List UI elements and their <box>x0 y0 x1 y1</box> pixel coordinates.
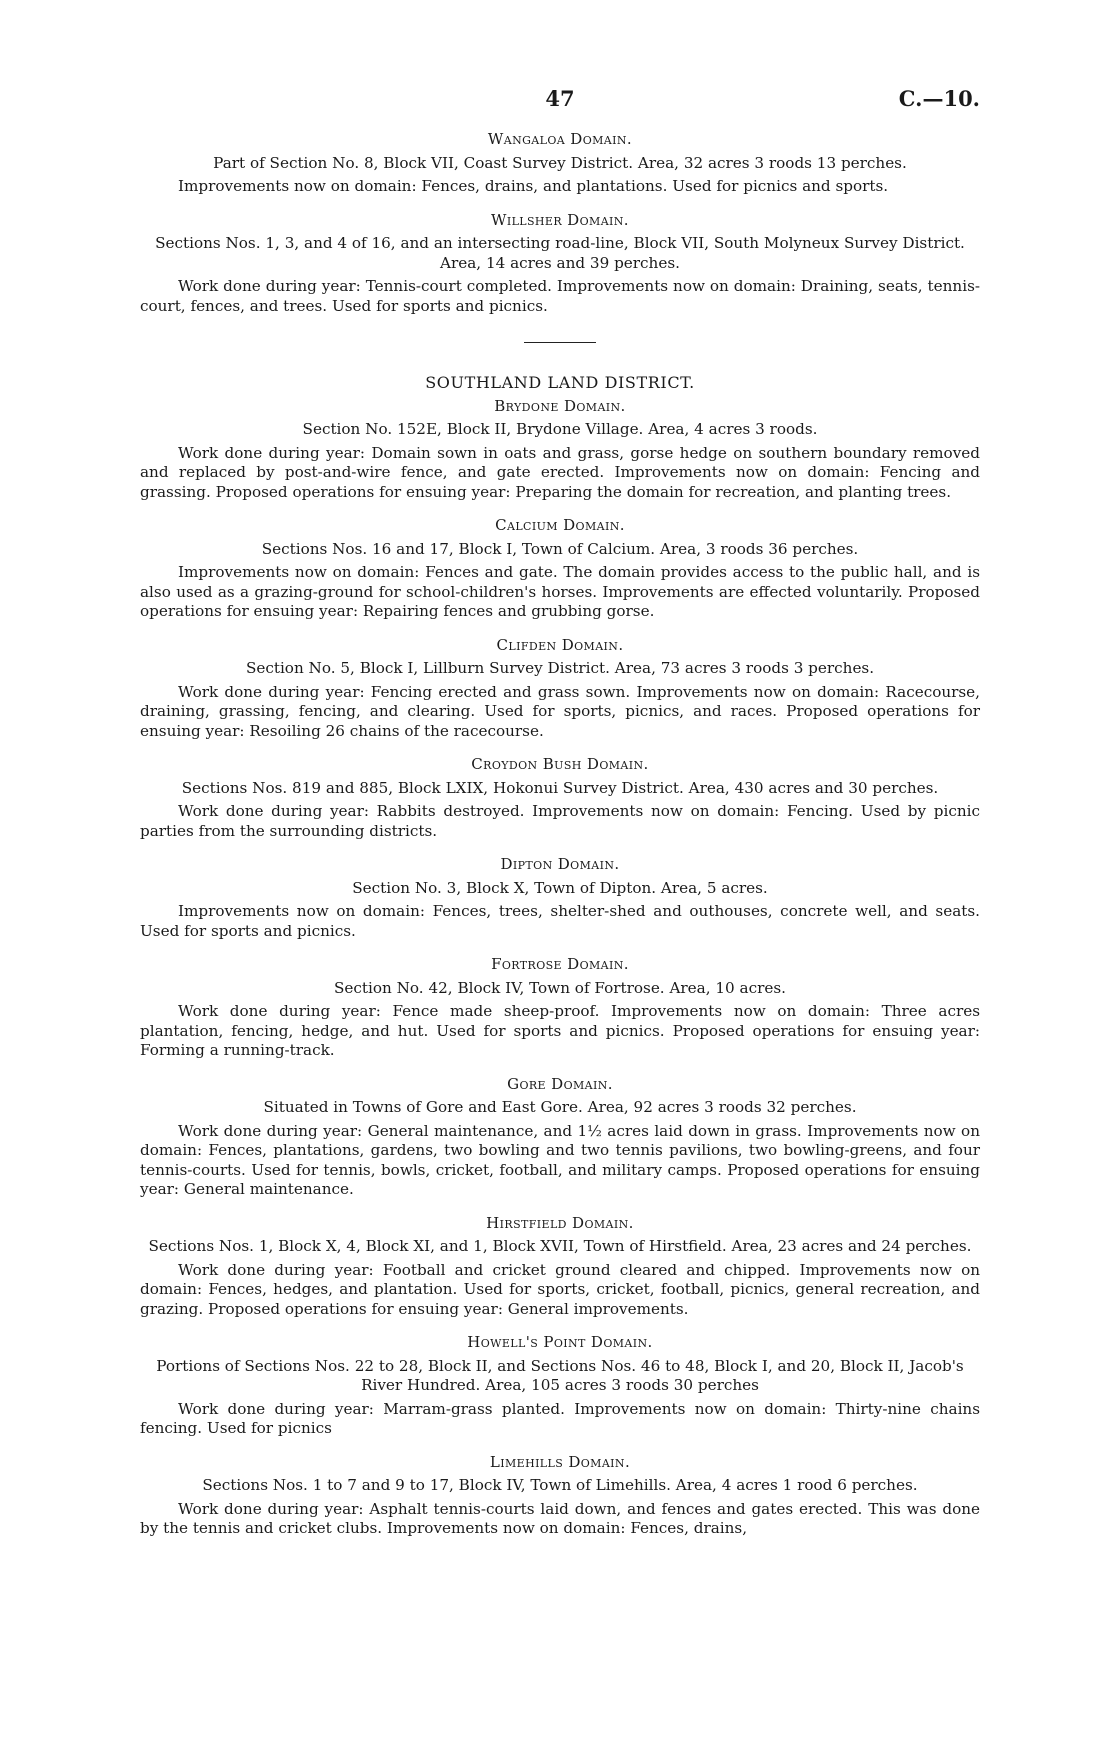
domain-title: Fortrose Domain. <box>491 955 629 973</box>
domain-entry-wangaloa <box>140 130 980 197</box>
domain-location: Section No. 5, Block I, Lillburn Survey District. Area, 73 acres 3 roods 3 perches. <box>245 659 875 677</box>
domain-entry-willsher <box>140 211 980 317</box>
domain-entry-dipton <box>140 855 980 941</box>
domain-title: Willsher Domain. <box>491 210 629 229</box>
document-reference: C.—10. <box>898 86 980 111</box>
domain-location: Part of Section No. 8, Block VII, Coast Survey District. Area, 32 acres 3 roods 13 perches. <box>213 153 907 172</box>
domain-details: Improvements now on domain: Fences, drains, and plantations. Used for picnics and sports. <box>178 177 889 195</box>
domain-title: Calcium Domain. <box>495 516 625 534</box>
domain-title: Clifden Domain. <box>496 635 624 654</box>
domain-title: Howell's Point Domain. <box>467 1333 653 1351</box>
domain-entry-gore <box>140 1075 980 1200</box>
domain-location: Sections Nos. 16 and 17, Block I, Town of Calcium. Area, 3 roods 36 perches. <box>261 539 859 558</box>
district-heading: SOUTHLAND LAND DISTRICT. <box>425 373 695 392</box>
domain-entry-howells-point <box>140 1333 980 1439</box>
domain-entry-clifden <box>140 636 980 742</box>
domain-details: Work done during year: Fencing erected and grass sown. Improvements now on domain: Racecourse, draining, grassing, fencing, and clearing. Used for sports, picnics, and races. Proposed operations for ensuing year: Resoiling 26 chains of the racecourse. <box>140 682 980 740</box>
domain-location: Section No. 3, Block X, Town of Dipton. Area, 5 acres. <box>352 878 768 897</box>
domain-location: Sections Nos. 819 and 885, Block LXIX, Hokonui Survey District. Area, 430 acres and 30 perches. <box>181 778 939 797</box>
domain-details: Work done during year: Tennis-court completed. Improvements now on domain: Draining, seats, tennis-court, fences, and trees. Used for sports and picnics. <box>140 277 980 315</box>
domain-title: Dipton Domain. <box>500 855 620 873</box>
domain-title: Croydon Bush Domain. <box>471 755 649 773</box>
domain-entry-hirstfield <box>140 1214 980 1320</box>
domain-details: Work done during year: Marram-grass planted. Improvements now on domain: Thirty-nine chains fencing. Used for picnics <box>140 1399 980 1437</box>
domain-location: Sections Nos. 1 to 7 and 9 to 17, Block IV, Town of Limehills. Area, 4 acres 1 rood 6 perches. <box>202 1476 918 1494</box>
domain-title: Hirstfield Domain. <box>486 1213 634 1232</box>
domain-details: Work done during year: General maintenance, and 1½ acres laid down in grass. Improvements now on domain: Fences, plantations, gardens, two bowling and two tennis pavilions, two bowling-greens, and four tennis-courts. Used for tennis, bowls, cricket, football, and military camps. Proposed operations for ensuing year: General maintenance. <box>140 1121 980 1198</box>
domain-entry-limehills <box>140 1453 980 1539</box>
domain-entry-calcium <box>140 516 980 622</box>
domain-entry-brydone <box>140 397 980 503</box>
domain-title: Limehills Domain. <box>489 1452 631 1471</box>
domain-details: Work done during year: Fence made sheep-proof. Improvements now on domain: Three acres plantation, fencing, hedge, and hut. Used for sports and picnics. Proposed operations for ensuing year: Forming a running-track. <box>140 1002 980 1059</box>
domain-details: Work done during year: Rabbits destroyed. Improvements now on domain: Fencing. Used by picnic parties from the surrounding districts. <box>140 802 980 840</box>
domain-location: Situated in Towns of Gore and East Gore. Area, 92 acres 3 roods 32 perches. <box>263 1098 857 1116</box>
section-divider <box>524 342 596 343</box>
domain-location: Sections Nos. 1, Block X, 4, Block XI, and 1, Block XVII, Town of Hirstfield. Area, 23 acres and 24 perches. <box>148 1237 972 1255</box>
domain-location: Sections Nos. 1, 3, and 4 of 16, and an intersecting road-line, Block VII, South Molyneux Survey District. Area, 14 acres and 39 perches. <box>155 234 965 272</box>
domain-location: Portions of Sections Nos. 22 to 28, Block II, and Sections Nos. 46 to 48, Block I, and 20, Block II, Jacob's River Hundred. Area, 105 acres 3 roods 30 perches <box>156 1356 964 1394</box>
document-body <box>140 130 980 1553</box>
domain-title: Gore Domain. <box>507 1074 613 1093</box>
domain-details: Improvements now on domain: Fences and gate. The domain provides access to the public hall, and is also used as a grazing-ground for school-children's horses. Improvements are effected voluntarily. Proposed operations for ensuing year: Repairing fences and grubbing gorse. <box>140 563 980 620</box>
domain-entry-croydon-bush <box>140 755 980 841</box>
domain-title: Wangaloa Domain. <box>487 130 633 148</box>
page-header <box>140 86 980 116</box>
domain-title: Brydone Domain. <box>494 396 626 415</box>
domain-details: Improvements now on domain: Fences, trees, shelter-shed and outhouses, concrete well, and seats. Used for sports and picnics. <box>140 902 980 940</box>
domain-details: Work done during year: Asphalt tennis-courts laid down, and fences and gates erected. This was done by the tennis and cricket clubs. Improvements now on domain: Fences, drains, <box>140 1499 980 1537</box>
domain-entry-fortrose <box>140 955 980 1061</box>
domain-location: Section No. 152E, Block II, Brydone Village. Area, 4 acres 3 roods. <box>302 420 818 438</box>
page-number: 47 <box>545 86 575 111</box>
domain-details: Work done during year: Football and cricket ground cleared and chipped. Improvements now on domain: Fences, hedges, and plantation. Used for sports, cricket, football, picnics, general recreation, and grazing. Proposed operations for ensuing year: General improvements. <box>140 1260 980 1318</box>
domain-location: Section No. 42, Block IV, Town of Fortrose. Area, 10 acres. <box>334 978 786 997</box>
domain-details: Work done during year: Domain sown in oats and grass, gorse hedge on southern boundary removed and replaced by post-and-wire fence, and gate erected. Improvements now on domain: Fencing and grassing. Proposed operations for ensuing year: Preparing the domain for recreation, and planting trees. <box>140 443 980 501</box>
